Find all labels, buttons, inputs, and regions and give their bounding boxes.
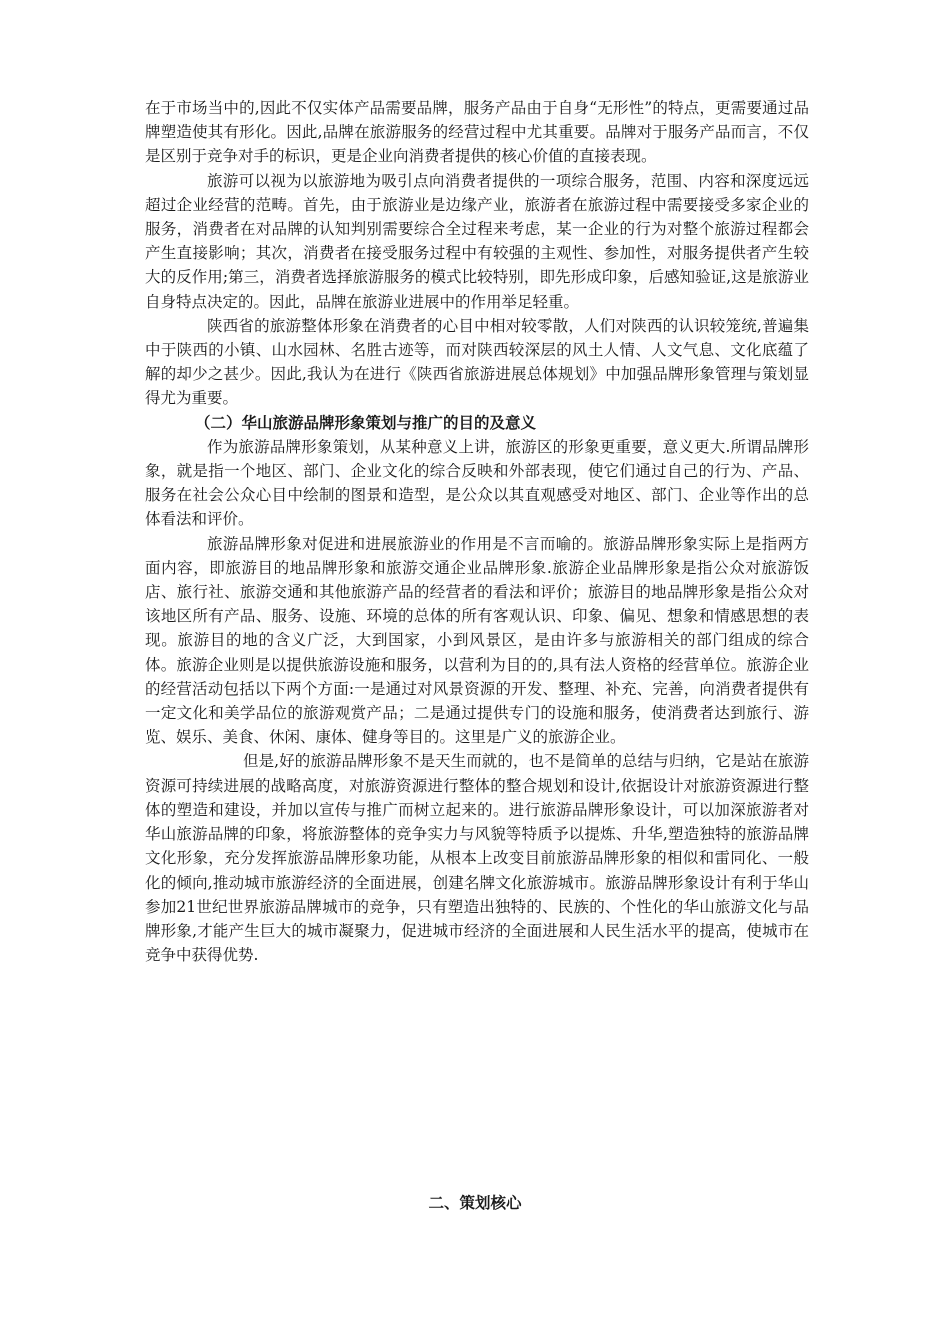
paragraph-brand-image-role: 旅游品牌形象对促进和进展旅游业的作用是不言而喻的。旅游品牌形象实际上是指两方面内容，即旅游目的地品牌形象和旅游交通企业品牌形象.旅游企业品牌形象是指公众对旅游饭店、旅行社、旅游交通和其他旅游产品的经营者的看法和评价；旅游目的地品牌形象是指公众对该地区所有产品、服务、设施、环境的总体的所有客观认识、印象、偏见、想象和情感思想的表现。旅游目的地的含义广泛，大到国家，小到风景区，是由许多与旅游相关的部门组成的综合体。旅游企业则是以提供旅游设施和服务，以营利为目的的,具有法人资格的经营单位。旅游企业的经营活动包括以下两个方面:一是通过对风景资源的开发、整理、补充、完善，向消费者提供有一定文化和美学品位的旅游观赏产品；二是通过提供专门的设施和服务，使消费者达到旅行、游览、娱乐、美食、休闲、康体、健身等目的。这里是广义的旅游企业。 [145, 534, 809, 747]
document-body [145, 96, 809, 967]
paragraph-brand-image-definition: 作为旅游品牌形象策划，从某种意义上讲，旅游区的形象更重要，意义更大.所谓品牌形象，就是指一个地区、部门、企业文化的综合反映和外部表现，使它们通过自己的行为、产品、服务在社会公众心目中绘制的图景和造型，是公众以其直观感受对地区、部门、企业等作出的总体看法和评价。 [145, 437, 809, 529]
subsection-heading: （二）华山旅游品牌形象策划与推广的目的及意义 [195, 413, 537, 432]
section-title: 二、策划核心 [428, 1194, 522, 1212]
paragraph-brand-image-design: 但是,好的旅游品牌形象不是天生而就的，也不是简单的总结与归纳，它是站在旅游资源可持续进展的战略高度，对旅游资源进行整体的整合规划和设计,依据设计对旅游资源进行整体的塑造和建设，并加以宣传与推广而树立起来的。进行旅游品牌形象设计，可以加深旅游者对华山旅游品牌的印象，将旅游整体的竞争实力与风貌等特质予以提炼、升华,塑造独特的旅游品牌文化形象，充分发挥旅游品牌形象功能，从根本上改变目前旅游品牌形象的相似和雷同化、一般化的倾向,推动城市旅游经济的全面进展，创建名牌文化旅游城市。旅游品牌形象设计有利于华山参加21世纪世界旅游品牌城市的竞争，只有塑造出独特的、民族的、个性化的华山旅游文化与品牌形象,才能产生巨大的城市凝聚力，促进城市经济的全面进展和人民生活水平的提高，使城市在竞争中获得优势. [145, 752, 809, 965]
paragraph-shaanxi-image: 陕西省的旅游整体形象在消费者的心目中相对较零散，人们对陕西的认识较笼统,普遍集中于陕西的小镇、山水园林、名胜古迹等，而对陕西较深层的风土人情、人文气息、文化底蕴了解的却少之甚少。因此,我认为在进行《陕西省旅游进展总体规划》中加强品牌形象管理与策划显得尤为重要。 [145, 316, 809, 408]
paragraph-brand-services: 在于市场当中的,因此不仅实体产品需要品牌，服务产品由于自身“无形性”的特点，更需要通过品牌塑造使其有形化。因此,品牌在旅游服务的经营过程中尤其重要。品牌对于服务产品而言，不仅是区别于竞争对手的标识，更是企业向消费者提供的核心价值的直接表现。 [145, 99, 809, 166]
paragraph-tourism-service: 旅游可以视为以旅游地为吸引点向消费者提供的一项综合服务，范围、内容和深度远远超过企业经营的范畴。首先，由于旅游业是边缘产业，旅游者在旅游过程中需要接受多家企业的服务，消费者在对品牌的认知判别需要综合全过程来考虑，某一企业的行为对整个旅游过程都会产生直接影响；其次，消费者在接受服务过程中有较强的主观性、参加性，对服务提供者产生较大的反作用;第三，消费者选择旅游服务的模式比较特别，即先形成印象，后感知验证,这是旅游业自身特点决定的。因此，品牌在旅游业进展中的作用举足轻重。 [145, 171, 809, 311]
